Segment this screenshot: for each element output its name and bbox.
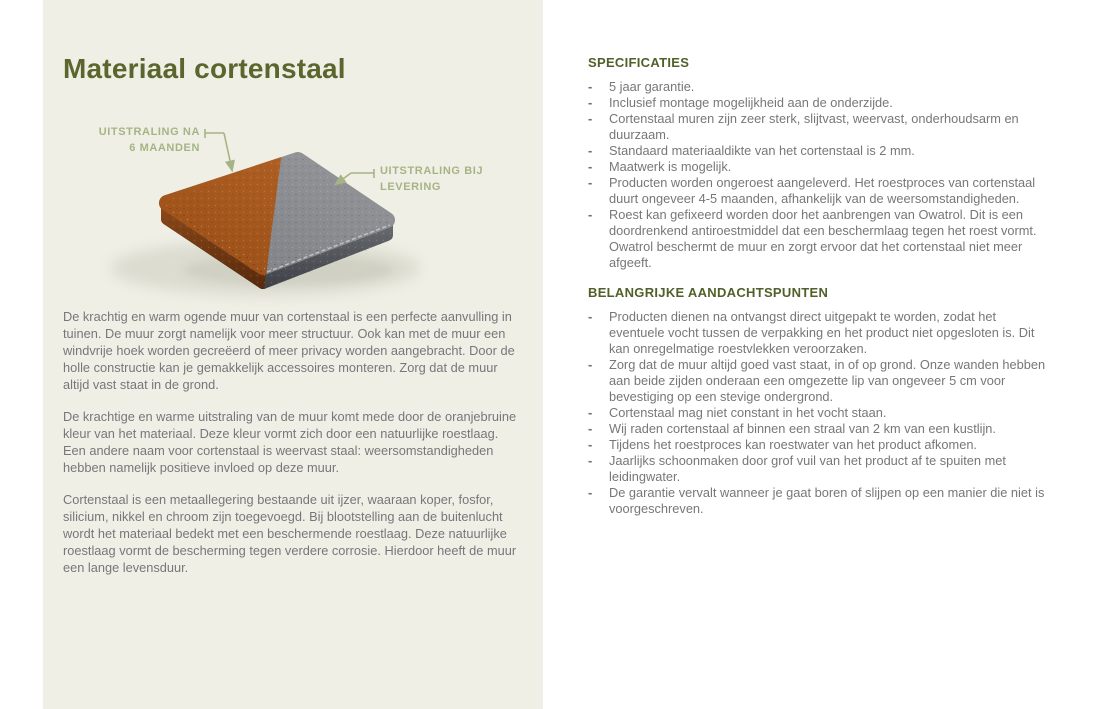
- bullet-dash-icon: -: [588, 95, 593, 110]
- intro-paragraphs: [63, 308, 521, 591]
- paragraph-3: Cortenstaal is een metaallegering bestaande uit ijzer, waaraan koper, fosfor, silicium, nikkel en chroom zijn toegevoegd. Bij blootstelling aan de buitenlucht wordt het materiaal bedekt met een beschermende roestlaag. Deze natuurlijke roestlaag vormt de bescherming tegen verdere corrosie. Hierdoor heeft de muur een lange levensduur.: [63, 492, 517, 575]
- heading-specificaties: SPECIFICATIES: [588, 55, 690, 70]
- list-item: - Wij raden cortenstaal af binnen een straal van 2 km van een kustlijn.: [588, 421, 996, 436]
- list-item: - 5 jaar garantie.: [588, 79, 695, 94]
- bullet-dash-icon: -: [588, 207, 593, 222]
- list-item: - Inclusief montage mogelijkheid aan de onderzijde.: [588, 95, 893, 110]
- bullet-dash-icon: -: [588, 111, 593, 126]
- label-uitstraling-na-6-maanden: UITSTRALING NA 6 MAANDEN: [98, 126, 200, 154]
- bullet-dash-icon: -: [588, 453, 593, 468]
- bullet-dash-icon: -: [588, 79, 593, 94]
- list-item: - Zorg dat de muur altijd goed vast staat, in of op grond. Onze wanden hebben aan beide zijden onderaan een omgezette lip van ongeveer 5 cm voor bevestiging op een stevige ondergrond.: [588, 357, 1046, 404]
- list-item: - Maatwerk is mogelijk.: [588, 159, 732, 174]
- bullet-dash-icon: -: [588, 437, 593, 452]
- list-item: - Tijdens het roestproces kan roestwater van het product afkomen.: [588, 437, 977, 452]
- list-item: - Standaard materiaaldikte van het cortenstaal is 2 mm.: [588, 143, 915, 158]
- list-item: - De garantie vervalt wanneer je gaat boren of slijpen op een manier die niet is voorgeschreven.: [588, 485, 1045, 516]
- list-item: - Producten dienen na ontvangst direct uitgepakt te worden, zodat het eventuele vocht tussen de verpakking en het product niet opgesloten is. Dit kan onregelmatige roestvlekken veroorzaken.: [588, 309, 1035, 356]
- list-item: - Cortenstaal mag niet constant in het vocht staan.: [588, 405, 887, 420]
- bullet-dash-icon: -: [588, 485, 593, 500]
- page-title: Materiaal cortenstaal: [63, 53, 346, 84]
- arrow-down-icon: [224, 133, 232, 170]
- specifications-column: [588, 55, 1052, 517]
- specificaties-list: [588, 79, 1052, 271]
- bullet-dash-icon: -: [588, 309, 593, 324]
- paragraph-2: De krachtige en warme uitstraling van de muur komt mede door de oranjebruine kleur van het materiaal. Deze kleur vormt zich door een natuurlijke roestlaag. Een andere naam voor cortenstaal is weervast staal: weersomstandigheden hebben namelijk positieve invloed op deze muur.: [63, 409, 517, 475]
- list-item: - Cortenstaal muren zijn zeer sterk, slijtvast, weervast, onderhoudsarm en duurzaam.: [588, 111, 1019, 142]
- label-uitstraling-bij-levering: UITSTRALING BIJ LEVERING: [380, 165, 484, 193]
- bullet-dash-icon: -: [588, 175, 593, 190]
- cortensteel-slab-illustration: [60, 120, 530, 305]
- left-info-panel: [43, 0, 543, 709]
- bullet-dash-icon: -: [588, 405, 593, 420]
- list-item: - Jaarlijks schoonmaken door grof vuil van het product af te spuiten met leidingwater.: [588, 453, 1006, 484]
- bullet-dash-icon: -: [588, 143, 593, 158]
- heading-belangrijke-aandachtspunten: BELANGRIJKE AANDACHTSPUNTEN: [588, 285, 829, 300]
- pointer-line-after: [205, 129, 232, 170]
- bullet-dash-icon: -: [588, 357, 593, 372]
- bullet-dash-icon: -: [588, 159, 593, 174]
- list-item: - Roest kan gefixeerd worden door het aanbrengen van Owatrol. Dit is een doordrenkend antiroestmiddel dat een beschermlaag tegen het roest vormt. Owatrol beschermt de muur en zorgt ervoor dat het cortenstaal niet meer afgeeft.: [588, 207, 1037, 270]
- list-item: - Producten worden ongeroest aangeleverd. Het roestproces van cortenstaal duurt ongeveer 4-5 maanden, afhankelijk van de weersomstandigheden.: [588, 175, 1036, 206]
- aandachtspunten-list: [588, 309, 1052, 517]
- paragraph-1: De krachtig en warm ogende muur van cortenstaal is een perfecte aanvulling in tuinen. De muur zorgt namelijk voor meer structuur. Ook kan met de muur een windvrije hoek worden gecreëerd of meer privacy worden aangebracht. Door de holle constructie kan je gemakkelijk accessoires monteren. Zorg dat de muur altijd vast staat in de grond.: [63, 309, 515, 392]
- bullet-dash-icon: -: [588, 421, 593, 436]
